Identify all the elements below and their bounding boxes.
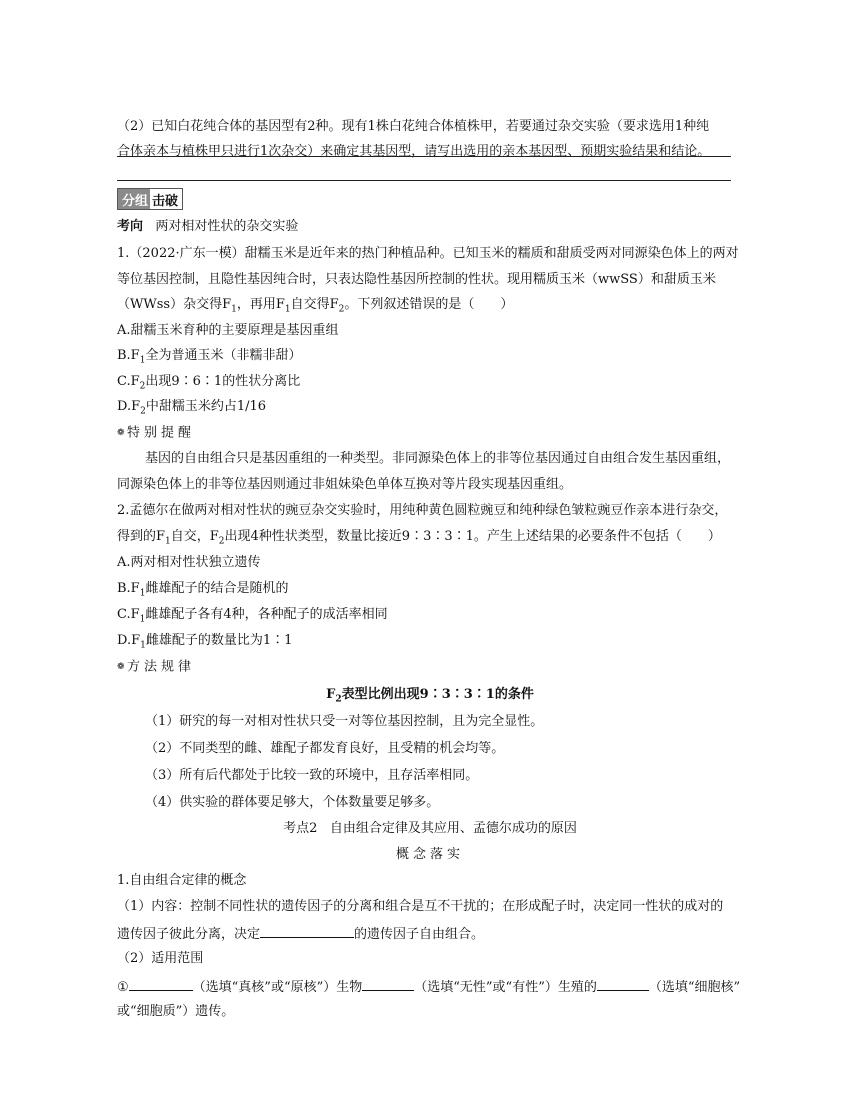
kaoxiang-heading [117, 218, 298, 236]
kaoxiang-label: 考向 [117, 219, 144, 234]
fill-blank[interactable] [597, 977, 649, 991]
reminder-heading [117, 424, 195, 443]
method-item-2: （2）不同类型的雌、雄配子都发育良好，且受精的机会均等。 [145, 741, 505, 756]
kaodian-title: 自由组合定律及其应用、孟德尔成功的原因 [329, 821, 577, 836]
kaodian-subheading: 概念落实 [395, 847, 464, 862]
method-subheading: $F_2$表型比例出现9∶3∶3∶1的条件 [326, 687, 534, 705]
concept-heading: 1.自由组合定律的概念 [117, 873, 247, 888]
reminder-line-1: 基因的自由组合只是基因重组的一种类型。非同源染色体上的非等位基因通过自由组合发生基因重组， [145, 451, 731, 466]
reminder-line-2: 同源染色体上的非等位基因则通过非姐妹染色单体互换对等片段实现基因重组。 [117, 477, 573, 492]
problem2-option-b: $B.F_1$雌雄配子的结合是随机的 [117, 581, 289, 599]
kaodian-label: 考点2 [283, 821, 318, 836]
problem1-option-d: $D.F_2$中甜糯玉米约占1/16 [117, 399, 267, 417]
method-title: 方法规律 [127, 659, 196, 675]
problem2-option-d: $D.F_1$雌雄配子的数量比为1∶1 [117, 633, 293, 651]
problem1-line-3: （WWss）杂交得$F_1$，再用$F_1$自交得$F_2$。下列叙述错误的是（ ） [117, 297, 514, 315]
q2-line-1: （2）已知白花纯合体的基因型有2种。现有1株白花纯合体植株甲，若要通过杂交实验（要求选用1种纯 [117, 119, 710, 134]
method-item-3: （3）所有后代都处于比较一致的环境中，且存活率相同。 [145, 768, 479, 783]
concept-scope-line-2: 或“细胞质”）遗传。 [117, 1004, 235, 1019]
method-item-4: （4）供实验的群体要足够大，个体数量要足够多。 [145, 795, 440, 810]
answer-line-1 [117, 156, 731, 157]
kaodian-heading [0, 820, 860, 838]
method-item-1: （1）研究的每一对相对性状只受一对等位基因控制，且为完全显性。 [145, 714, 544, 729]
problem1-option-c: $C.F_2$出现9∶6∶1的性状分离比 [117, 374, 301, 392]
problem2-line-1: 2.孟德尔在做两对相对性状的豌豆杂交实验时，用纯种黄色圆粒豌豆和纯种绿色皱粒豌豆作亲本进行杂交， [117, 503, 728, 518]
method-heading [117, 658, 195, 677]
q2-line-2: 合体亲本与植株甲只进行1次杂交）来确定其基因型，请写出选用的亲本基因型、预期实验结果和结论。 [117, 144, 711, 159]
section-badge-part1: 分组 [118, 189, 150, 209]
concept-scope-heading: （2）适用范围 [117, 951, 204, 966]
concept-content-line-1: （1）内容：控制不同性状的遗传因子的分离和组合是互不干扰的；在形成配子时，决定同一性状的成对的 [117, 899, 724, 914]
fill-blank[interactable] [260, 924, 354, 938]
section-badge-part2: 击破 [150, 189, 182, 209]
fill-blank[interactable] [362, 977, 414, 991]
concept-content-line-2: 遗传因子彼此分离，决定 的遗传因子自由组合。 [117, 924, 484, 944]
section-badge [117, 188, 183, 210]
problem2-option-c: $C.F_1$雌雄配子各有4种，各种配子的成活率相同 [117, 607, 388, 625]
problem1-line-1: 1.（2022·广东一模）甜糯玉米是近年来的热门种植品种。已知玉米的糯质和甜质受两对同源染色体上的两对 [117, 246, 739, 261]
problem1-option-a: A.甜糯玉米育种的主要原理是基因重组 [117, 323, 339, 338]
reminder-title: 特别提醒 [127, 425, 196, 441]
fill-blank[interactable] [129, 977, 193, 991]
concept-scope-line-1: ① （选填“真核”或“原核”）生物 （选填“无性”或“有性”）生殖的 （选填“细胞核” [117, 977, 740, 997]
problem1-option-b: $B.F_1$全为普通玉米（非糯非甜） [117, 348, 302, 366]
problem2-line-2: 得到的$F_1$自交，$F_2$出现4种性状类型，数量比接近9∶3∶3∶1。产生上述结果的必要条件不包括（ ） [117, 529, 721, 547]
problem1-line-2: 等位基因控制，且隐性基因纯合时，只表达隐性基因所控制的性状。现用糯质玉米（wwSS）和甜质玉米 [117, 272, 716, 287]
flower-bullet-icon: ❁ [117, 662, 125, 672]
kaoxiang-title: 两对相对性状的杂交实验 [155, 219, 299, 234]
problem2-option-a: A.两对相对性状独立遗传 [117, 555, 261, 570]
answer-line-2 [117, 180, 731, 181]
flower-bullet-icon: ❁ [117, 428, 125, 438]
